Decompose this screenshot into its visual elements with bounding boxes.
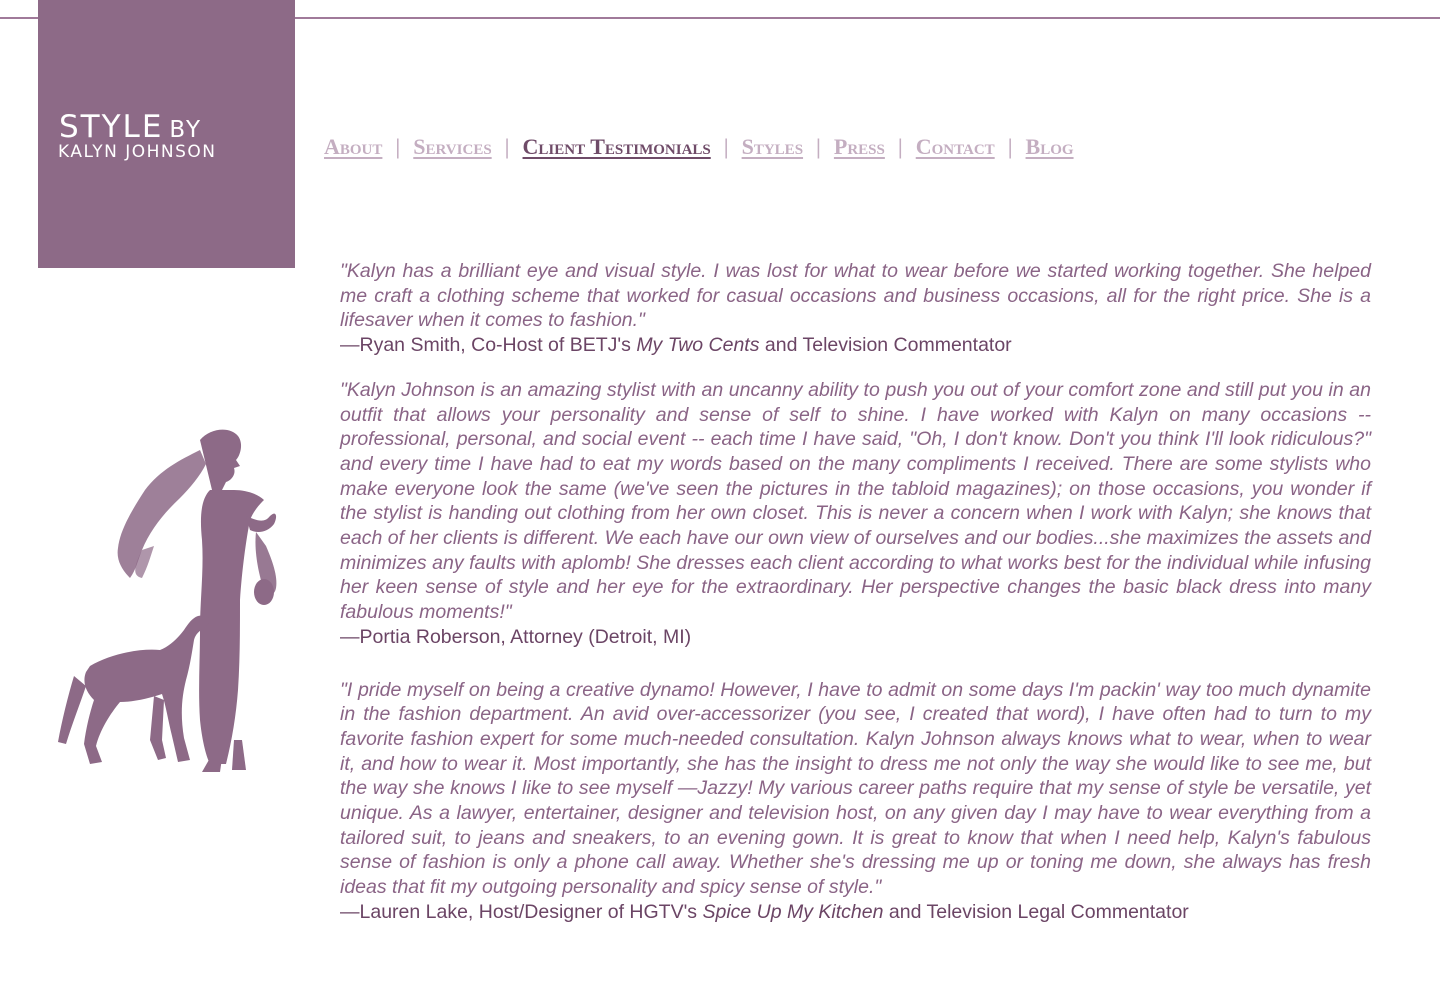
nav-blog[interactable]: Blog bbox=[1025, 134, 1074, 159]
nav-press[interactable]: Press bbox=[833, 134, 885, 159]
attribution-author: —Lauren Lake, Host/Designer of HGTV's bbox=[340, 900, 703, 923]
nav-client-testimonials[interactable]: Client Testimonials bbox=[522, 134, 711, 159]
testimonials-section bbox=[340, 259, 1371, 945]
logo-title bbox=[59, 109, 202, 145]
testimonial-attribution bbox=[340, 333, 1371, 358]
testimonial bbox=[340, 378, 1371, 650]
woman-with-greyhound-illustration bbox=[50, 420, 290, 780]
nav-contact[interactable]: Contact bbox=[915, 134, 995, 159]
nav-about[interactable]: About bbox=[324, 134, 383, 159]
attribution-role: and Television Commentator bbox=[759, 334, 1012, 357]
attribution-author: —Ryan Smith, Co-Host of BETJ's bbox=[340, 334, 637, 357]
nav-separator: | bbox=[1007, 134, 1013, 159]
testimonial-quote: "Kalyn has a brilliant eye and visual style. I was lost for what to wear before we started working together. She helped me craft a clothing scheme that worked for casual occasions and business occasions, all for the right price. She is a lifesaver when it comes to fashion." bbox=[340, 260, 1371, 332]
testimonial-quote: "I pride myself on being a creative dynamo! However, I have to admit on some days I'm packin' way too much dynamite in the fashion department. An avid over-accessorizer (you see, I created that word), I have often had to turn to my favorite fashion expert for some much-needed consultation. Kalyn Johnson always knows what to wear, when to wear it, and how to wear it. Most importantly, she has the insight to dress me not only the way she would like to see me, but the way she knows I like to see myself —Jazzy! My various career paths require that my sense of style be versatile, yet unique. As a lawyer, entertainer, designer and television host, on any given day I may have to wear everything from a tailored suit, to jeans and sneakers, to an evening gown. It is great to know that when I need help, Kalyn's fabulous sense of fashion is only a phone call away. Whether she's dressing me up or toning me down, she always has fresh ideas that fit my outgoing personality and spicy sense of style." bbox=[340, 678, 1371, 899]
nav-separator: | bbox=[395, 134, 401, 159]
testimonial-quote: "Kalyn Johnson is an amazing stylist with an uncanny ability to push you out of your comfort zone and still put you in an outfit that allows your personality and sense of self to shine. I have worked with Kalyn on many occasions -- professional, personal, and social event -- each time I have said, "Oh, I don't know. Don't you think I'll look ridiculous?" and every time I have had to eat my words based on the many compliments I received. There are some stylists who make everyone look the same (we've seen the pictures in the tabloid magazines); on those occasions, you wonder if the stylist is handing out clothing from her own closet. This is never a concern when I work with Kalyn; she knows that each of her clients is different. We each have our own view of ourselves and our bodies...she maximizes the assets and minimizes any faults with aplomb! She dresses each client according to what works best for the individual while infusing her keen sense of style and her eye for the extraordinary. Her perspective changes the basic black dress into many fabulous moments!" bbox=[340, 378, 1371, 624]
attribution-show-title: Spice Up My Kitchen bbox=[702, 900, 884, 923]
logo-style-word: STYLE bbox=[59, 109, 164, 145]
main-nav bbox=[324, 134, 1074, 160]
testimonial-attribution bbox=[340, 900, 1371, 925]
testimonial bbox=[340, 259, 1371, 358]
testimonial-attribution bbox=[340, 625, 1371, 650]
nav-services[interactable]: Services bbox=[413, 134, 492, 159]
nav-separator: | bbox=[723, 134, 729, 159]
nav-separator: | bbox=[897, 134, 903, 159]
logo-name: KALYN JOHNSON bbox=[58, 142, 217, 162]
testimonial bbox=[340, 678, 1371, 925]
logo-by-word: BY bbox=[169, 117, 202, 143]
attribution-show-title: My Two Cents bbox=[636, 334, 760, 357]
attribution-author: —Portia Roberson, Attorney (Detroit, MI) bbox=[340, 625, 692, 648]
site-logo[interactable] bbox=[38, 0, 295, 268]
attribution-role: and Television Legal Commentator bbox=[883, 900, 1189, 923]
nav-styles[interactable]: Styles bbox=[741, 134, 804, 159]
nav-separator: | bbox=[816, 134, 821, 159]
nav-separator: | bbox=[504, 134, 510, 159]
